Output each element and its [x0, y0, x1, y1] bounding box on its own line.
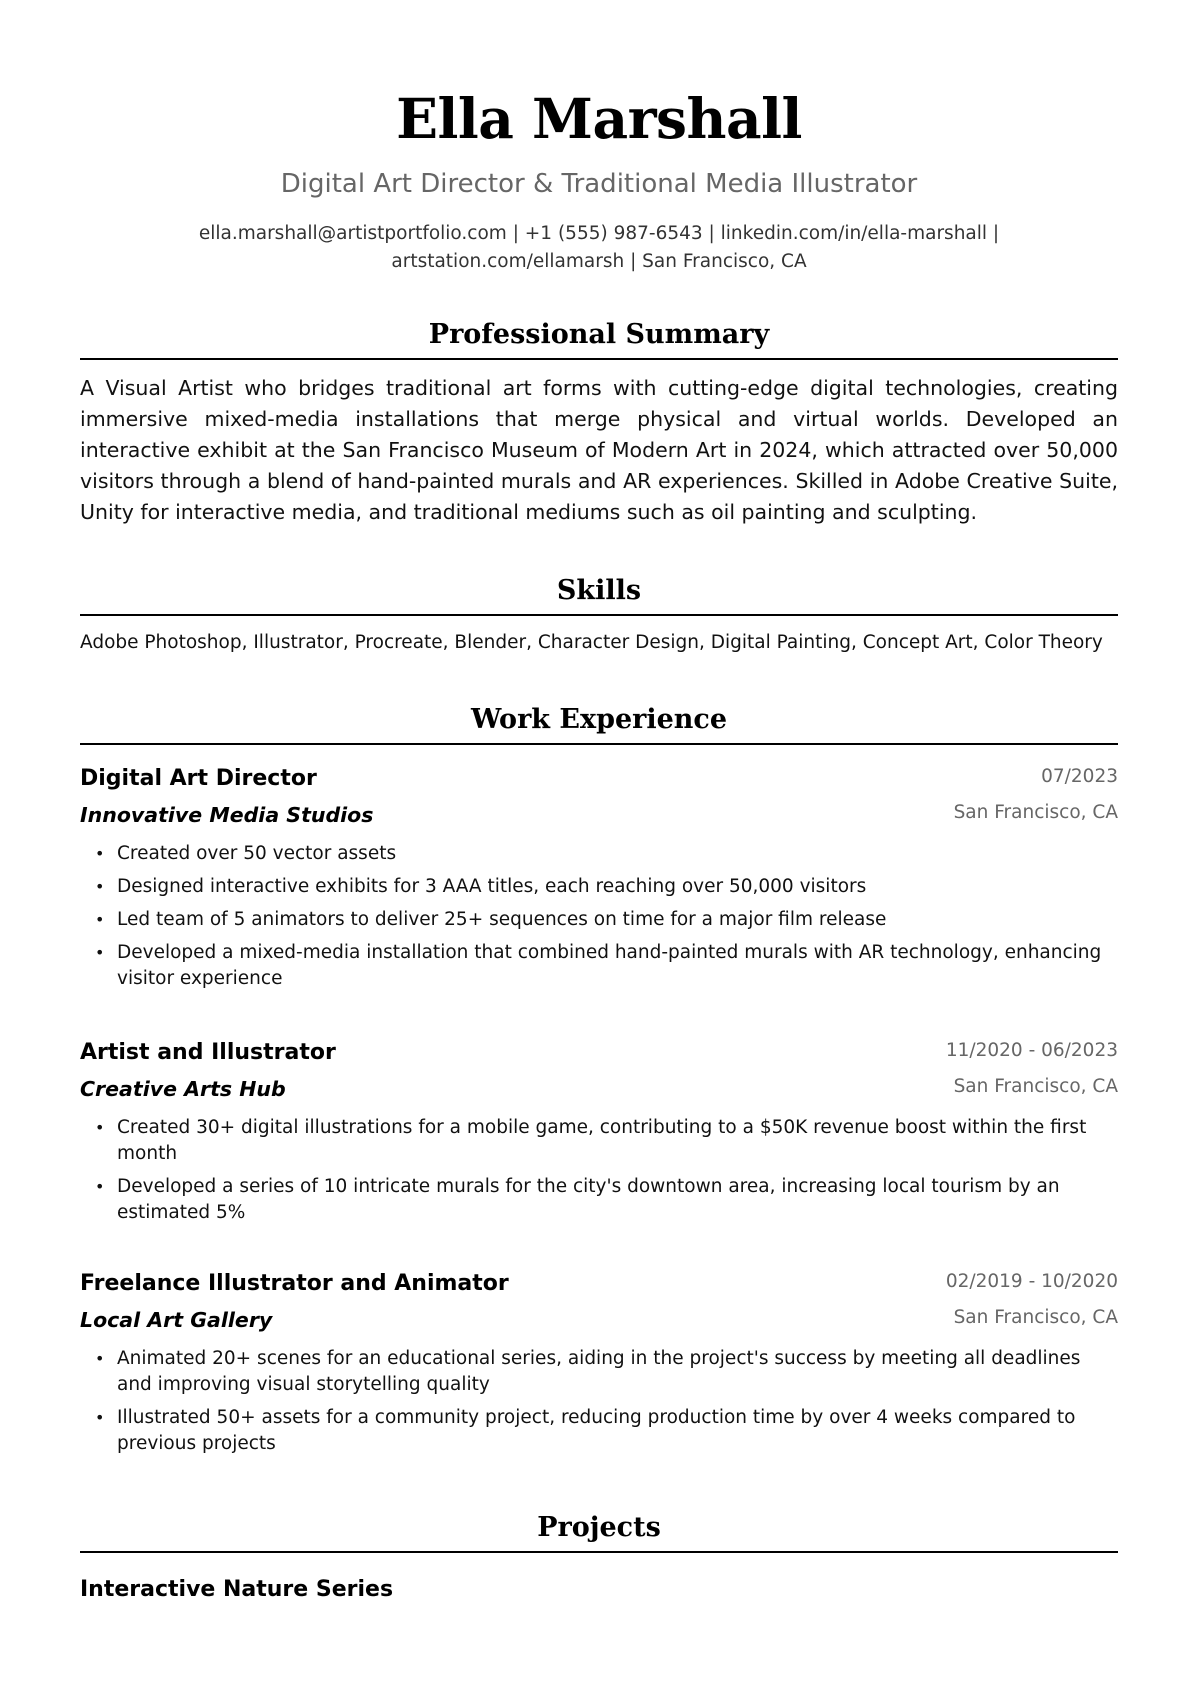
job-date: 11/2020 - 06/2023: [945, 1040, 1118, 1061]
job-entry: [80, 761, 1118, 999]
bullet-item: • Designed interactive exhibits for 3 AAA titles, each reaching over 50,000 visitors: [117, 874, 1118, 900]
bullet-item: • Developed a series of 10 intricate murals for the city's downtown area, increasing local tourism by an estimated 5%: [117, 1174, 1118, 1226]
section-heading-summary: Professional Summary: [80, 316, 1118, 360]
candidate-title: Digital Art Director & Traditional Media Illustrator: [280, 169, 918, 199]
candidate-name: Ella Marshall: [396, 86, 802, 151]
contact-line-2: artstation.com/ellamarsh | San Francisco, CA: [391, 251, 807, 272]
contact-line-1: ella.marshall@artistportfolio.com | +1 (555) 987-6543 | linkedin.com/in/ella-marshall |: [198, 223, 1000, 244]
job-bullets: [80, 841, 1118, 992]
professional-summary: A Visual Artist who bridges traditional art forms with cutting-edge digital technologies, creating immersive mixed-media installations that merge physical and virtual worlds. Developed an interactive exhibit at the San Francisco Museum of Modern Art in 2024, which attracted over 50,000 visitors through a blend of hand-painted murals and AR experiences. Skilled in Adobe Creative Suite, Unity for interactive media, and traditional mediums such as oil painting and sculpting.: [80, 376, 1118, 524]
company-name: Creative Arts Hub: [80, 1077, 286, 1101]
company-name: Innovative Media Studios: [80, 803, 374, 827]
job-title: Artist and Illustrator: [80, 1040, 336, 1065]
job-title: Digital Art Director: [80, 766, 317, 791]
job-title: Freelance Illustrator and Animator: [80, 1271, 509, 1296]
bullet-item: • Illustrated 50+ assets for a community project, reducing production time by over 4 weeks compared to previous projects: [117, 1405, 1118, 1457]
job-location: San Francisco, CA: [953, 1307, 1118, 1328]
section-heading-skills: Skills: [80, 572, 1118, 616]
company-name: Local Art Gallery: [80, 1308, 273, 1332]
job-location: San Francisco, CA: [953, 1076, 1118, 1097]
project-title: Interactive Nature Series: [80, 1577, 394, 1602]
section-heading-experience: Work Experience: [80, 701, 1118, 745]
skills-list: Adobe Photoshop, Illustrator, Procreate, Blender, Character Design, Digital Painting, Concept Art, Color Theory: [80, 632, 1103, 653]
job-entry: [80, 1266, 1118, 1464]
job-bullets: [80, 1115, 1118, 1226]
bullet-item: • Created 30+ digital illustrations for a mobile game, contributing to a $50K revenue boost within the first month: [117, 1115, 1118, 1167]
job-bullets: [80, 1346, 1118, 1457]
contact-info: [80, 220, 1118, 276]
section-heading-projects: Projects: [80, 1509, 1118, 1553]
bullet-item: • Created over 50 vector assets: [117, 841, 1118, 867]
job-entry: [80, 1035, 1118, 1233]
bullet-item: • Led team of 5 animators to deliver 25+ sequences on time for a major film release: [117, 907, 1118, 933]
bullet-item: • Animated 20+ scenes for an educational series, aiding in the project's success by meeting all deadlines and improving visual storytelling quality: [117, 1346, 1118, 1398]
job-date: 02/2019 - 10/2020: [945, 1271, 1118, 1292]
bullet-item: • Developed a mixed-media installation that combined hand-painted murals with AR technology, enhancing visitor experience: [117, 940, 1118, 992]
job-location: San Francisco, CA: [953, 802, 1118, 823]
job-date: 07/2023: [1041, 766, 1118, 787]
